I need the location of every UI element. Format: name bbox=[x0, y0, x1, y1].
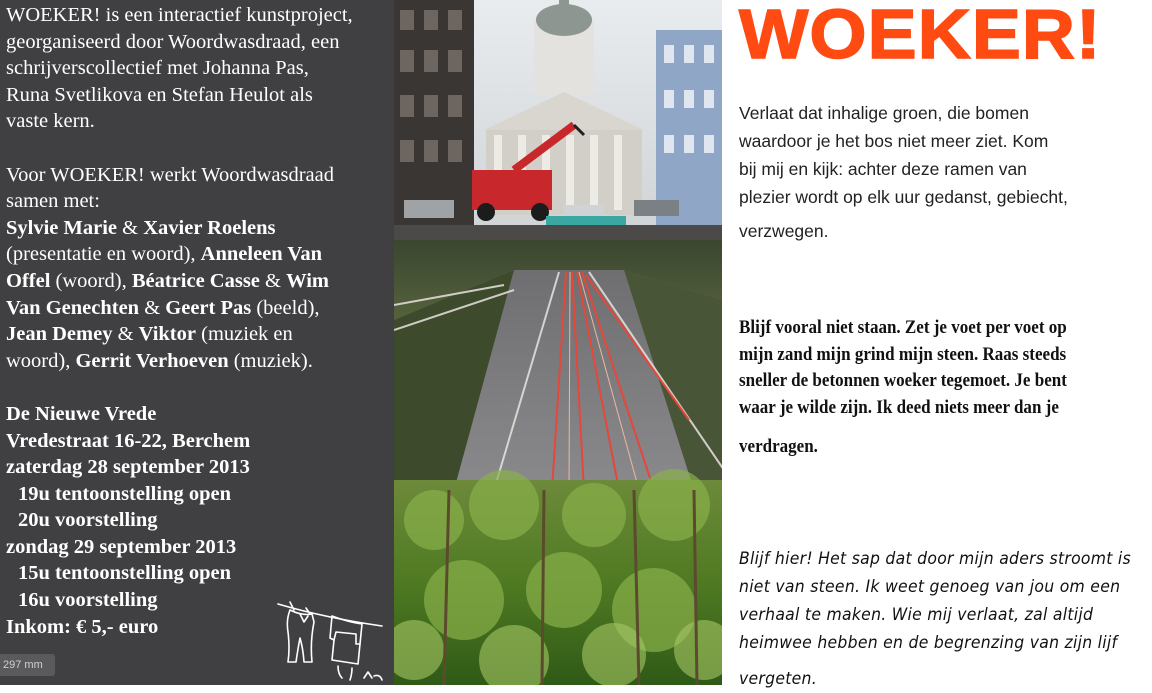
verse-two: Blijf vooral niet staan. Zet je voet per voet op mijn zand mijn grind mijn steen. Raas steeds sneller de betonnen woeker tegemoet. Je bent waar je wilde zijn. Ik deed niets meer dan je verdragen. bbox=[739, 318, 1067, 457]
collaborators-paragraph: Voor WOEKER! werkt Woordwasdraad samen met: Sylvie Marie & Xavier Roelens (presentatie en woord), Anneleen Van Offel (woord), Béatrice Casse & Wim Van Genechten & Geert Pas (beeld), Jean Demey & Viktor (muziek en woord), Gerrit Verhoeven (muziek). bbox=[6, 163, 334, 372]
poem-panel bbox=[722, 0, 1152, 689]
event-details: De Nieuwe Vrede Vredestraat 16-22, Berchem zaterdag 28 september 2013 19u tentoonstelling open 20u voorstelling zondag 29 september 2013 15u tentoonstelling open 16u voorstelling Inkom: € 5,- euro bbox=[6, 401, 390, 640]
info-panel bbox=[0, 0, 394, 685]
poster-title: WOEKER! bbox=[739, 0, 1102, 73]
city-square-photo bbox=[394, 0, 722, 240]
entry-price: Inkom: € 5,- euro bbox=[6, 615, 159, 638]
highway-light-trails-photo bbox=[394, 240, 722, 490]
green-forest-photo bbox=[394, 469, 722, 685]
measurement-badge: 297 mm bbox=[0, 654, 55, 676]
collage-image bbox=[394, 0, 722, 685]
verse-one: Verlaat dat inhalige groen, die bomen waardoor je het bos niet meer ziet. Kom bij mij en kijk: achter deze ramen van plezier wordt op elk uur gedanst, gebiecht, verzwegen. bbox=[739, 103, 1068, 241]
venue-address: Vredestraat 16-22, Berchem bbox=[6, 429, 251, 452]
info-text bbox=[6, 2, 390, 640]
date-saturday: zaterdag 28 september 2013 bbox=[6, 456, 250, 479]
date-sunday: zondag 29 september 2013 bbox=[6, 535, 237, 558]
intro-paragraph: WOEKER! is een interactief kunstproject, georganiseerd door Woordwasdraad, een schrijverscollectief met Johanna Pas, Runa Svetlikova en Stefan Heulot als vaste kern. bbox=[6, 4, 353, 133]
verse-three: Blijf hier! Het sap dat door mijn aders stroomt is niet van steen. Ik weet genoeg van jou om een verhaal te maken. Wie mij verlaat, zal altijd heimwee hebben en de begrenzing van zijn lijf vergeten. bbox=[739, 549, 1131, 689]
photo-collage bbox=[394, 0, 722, 685]
venue-name: De Nieuwe Vrede bbox=[6, 402, 157, 425]
laundry-line-logo bbox=[276, 596, 384, 685]
